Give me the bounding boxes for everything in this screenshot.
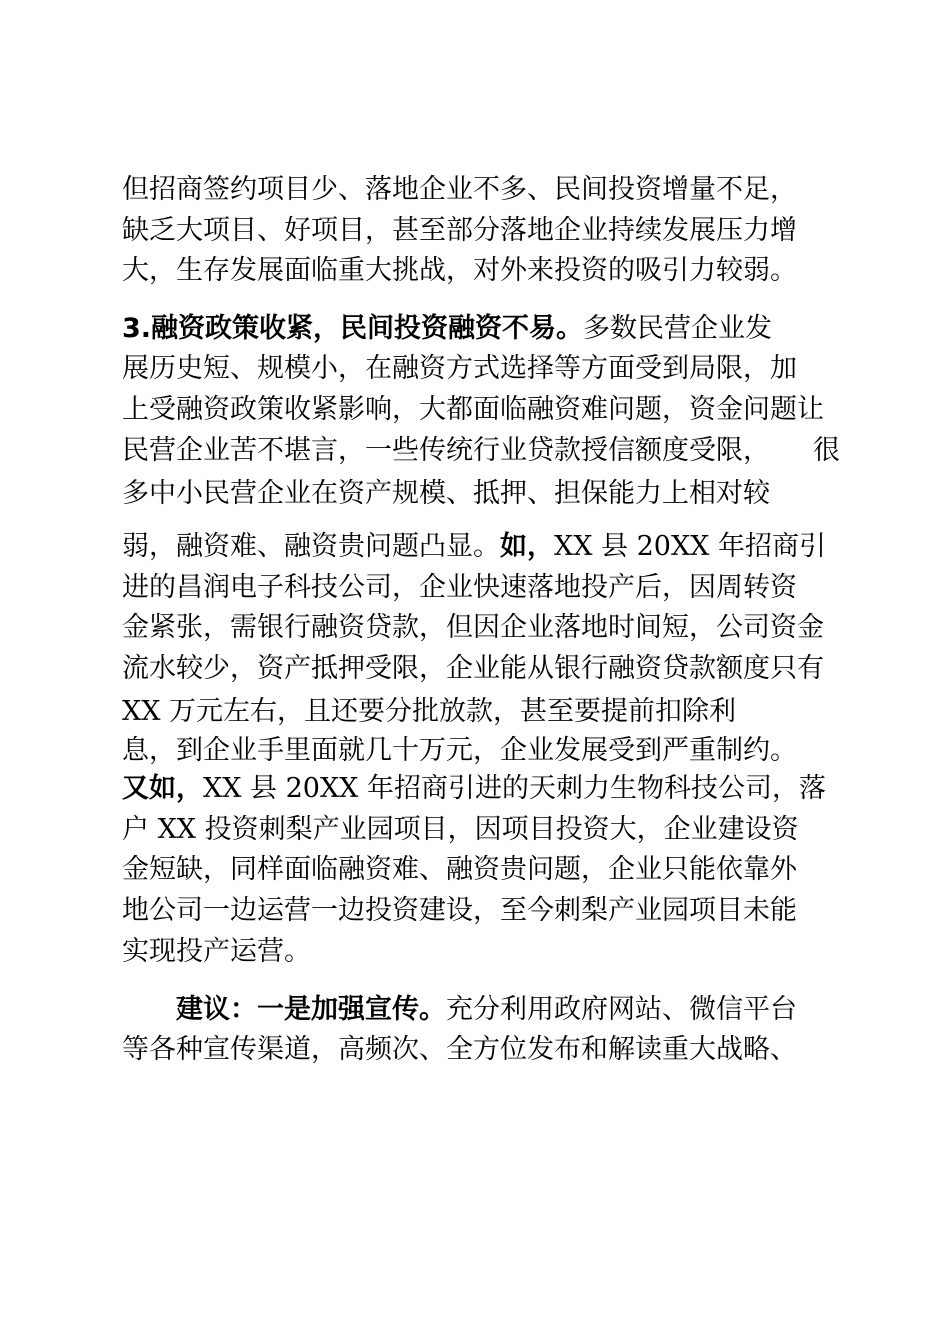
text-run: 多中小民营企业在资产规模、抵押、担保能力上相对较 bbox=[122, 478, 770, 509]
body-text-line bbox=[122, 251, 797, 291]
text-run: 缺乏大项目、好项目，甚至部分落地企业持续发展压力增 bbox=[122, 215, 797, 246]
body-text-line bbox=[122, 932, 311, 972]
body-text-line bbox=[122, 474, 770, 514]
body-text-line bbox=[122, 769, 826, 809]
body-text-line bbox=[122, 692, 736, 732]
text-run: 实现投产运营。 bbox=[122, 936, 311, 967]
body-text-line bbox=[122, 850, 797, 890]
body-text-line bbox=[122, 211, 797, 251]
text-run: 流水较少，资产抵押受限，企业能从银行融资贷款额度只有 bbox=[122, 653, 824, 684]
section-heading: 3.融资政策收紧，民间投资融资不易。 bbox=[122, 313, 584, 344]
body-text-line bbox=[122, 568, 797, 608]
text-run: 展历史短、规模小，在融资方式选择等方面受到局限，加 bbox=[122, 353, 797, 384]
example-marker: 如， bbox=[500, 531, 554, 562]
body-text-line bbox=[122, 1030, 797, 1070]
text-run: 充分利用政府网站、微信平台 bbox=[446, 994, 797, 1025]
text-run: 民营企业苦不堪言，一些传统行业贷款授信额度受限， bbox=[122, 435, 770, 466]
text-run: 户 XX 投资刺梨产业园项目，因项目投资大，企业建设资 bbox=[122, 814, 799, 845]
text-run: 上受融资政策收紧影响，大都面临融资难问题，资金问题让 bbox=[122, 394, 824, 425]
text-run: 金紧张，需银行融资贷款，但因企业落地时间短，公司资金 bbox=[122, 612, 824, 643]
section-heading-line bbox=[122, 309, 772, 349]
text-run: 金短缺，同样面临融资难、融资贵问题，企业只能依靠外 bbox=[122, 854, 797, 885]
text-run: XX 万元左右，且还要分批放款，甚至要提前扣除利 bbox=[122, 696, 737, 727]
body-text-line bbox=[122, 731, 797, 771]
body-text-line bbox=[122, 527, 826, 567]
text-run: 等各种宣传渠道，高频次、全方位发布和解读重大战略、 bbox=[122, 1034, 797, 1065]
body-text-line bbox=[122, 891, 797, 931]
text-run: 弱，融资难、融资贵问题凸显。 bbox=[122, 531, 500, 562]
text-run: 地公司一边运营一边投资建设，至今刺梨产业园项目未能 bbox=[122, 895, 797, 926]
body-text-line bbox=[122, 170, 797, 210]
text-run: XX 县 20XX 年招商引进的天刺力生物科技公司，落 bbox=[203, 773, 826, 804]
text-run: 进的昌润电子科技公司，企业快速落地投产后，因周转资 bbox=[122, 572, 797, 603]
text-run: 很 bbox=[813, 435, 840, 466]
text-run: 大，生存发展面临重大挑战，对外来投资的吸引力较弱。 bbox=[122, 255, 797, 286]
body-text-line bbox=[122, 649, 824, 689]
suggestion-heading: 建议：一是加强宣传。 bbox=[176, 994, 446, 1025]
example-marker: 又如， bbox=[122, 773, 203, 804]
body-text-line bbox=[122, 431, 840, 471]
text-run: 但招商签约项目少、落地企业不多、民间投资增量不足， bbox=[122, 174, 797, 205]
text-run: XX 县 20XX 年招商引 bbox=[554, 531, 826, 562]
text-run: 息，到企业手里面就几十万元，企业发展受到严重制约。 bbox=[122, 735, 797, 766]
text-run: 多数民营企业发 bbox=[583, 313, 773, 344]
body-text-line bbox=[122, 810, 799, 850]
body-text-line bbox=[122, 349, 797, 389]
body-text-line bbox=[122, 390, 824, 430]
body-text-line bbox=[122, 608, 824, 648]
suggestion-heading-line bbox=[176, 990, 797, 1030]
